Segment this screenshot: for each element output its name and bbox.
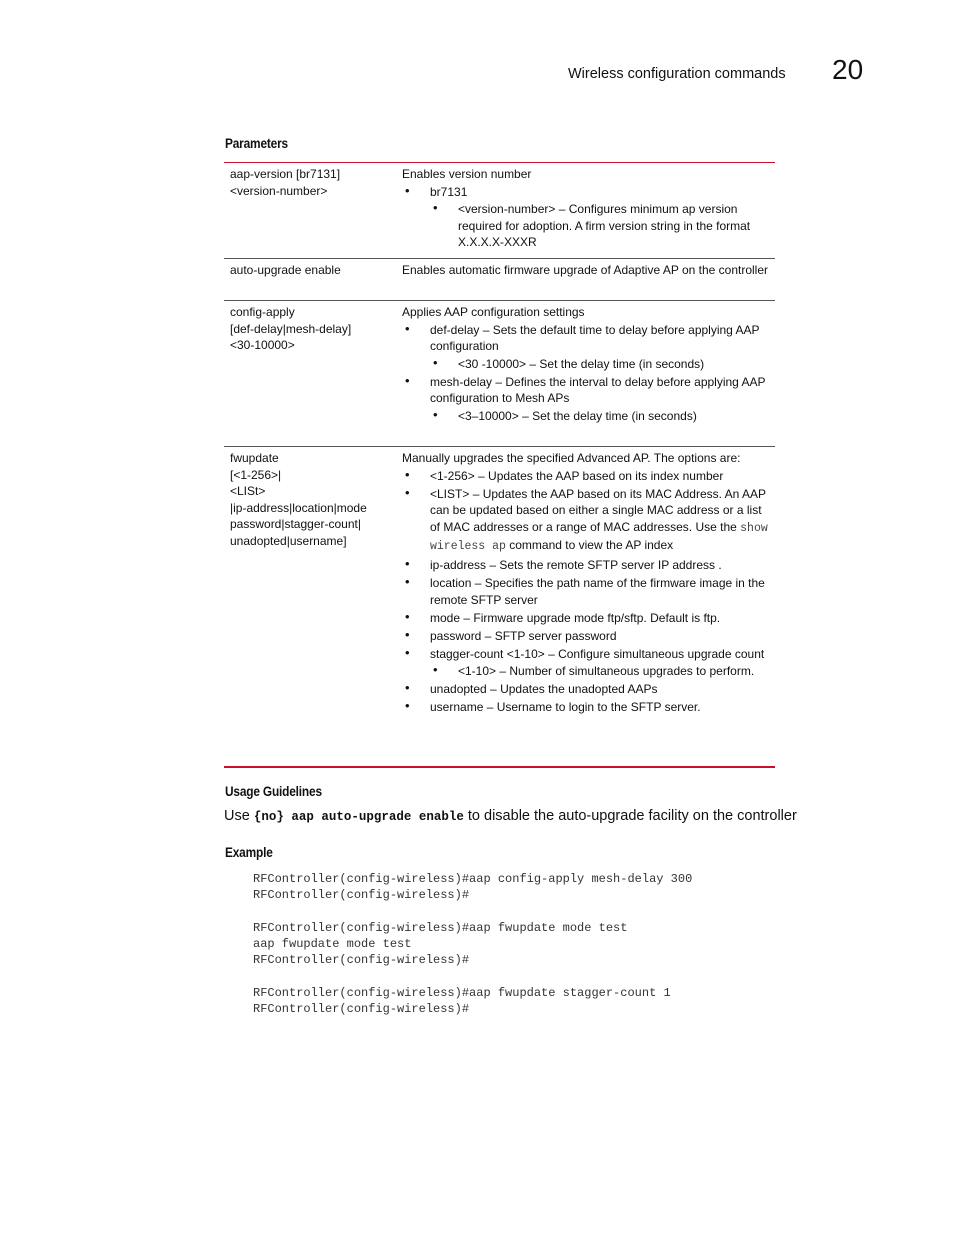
- sub-option-item: • <1-10> – Number of simultaneous upgrades to perform.: [430, 663, 769, 680]
- param-name: [224, 259, 396, 300]
- option-text: location – Specifies the path name of the firmware image in the remote SFTP server: [430, 576, 765, 607]
- option-text: mesh-delay – Defines the interval to delay before applying AAP configuration to Mesh APs: [430, 374, 766, 405]
- sub-option-list: [430, 408, 769, 425]
- parameters-heading: Parameters: [225, 136, 288, 151]
- option-item: [402, 322, 769, 373]
- option-item: [402, 557, 769, 574]
- param-name-line: password|stagger-count|: [230, 517, 361, 531]
- param-description: [396, 259, 775, 300]
- option-text: def-delay – Sets the default time to delay before applying AAP configuration: [430, 322, 760, 353]
- param-row: [224, 300, 775, 446]
- param-description-text: Manually upgrades the specified Advanced AP. The options are:: [402, 451, 741, 465]
- param-name-line: [def-delay|mesh-delay]: [230, 321, 352, 336]
- option-text: password – SFTP server password: [430, 628, 617, 643]
- chapter-number: 20: [832, 54, 864, 85]
- sub-option-list: [430, 356, 769, 373]
- param-description-text: Applies AAP configuration settings: [402, 305, 585, 319]
- option-text: ip-address – Sets the remote SFTP server IP address .: [430, 558, 722, 572]
- chapter-title: Wireless configuration commands: [568, 66, 786, 82]
- usage-prefix: Use: [224, 808, 254, 824]
- usage-heading: Usage Guidelines: [225, 784, 322, 799]
- param-name-line: aap-version [br7131]: [230, 167, 341, 181]
- param-name-line: config-apply: [230, 305, 295, 319]
- option-item: [402, 184, 769, 251]
- param-description-text: Enables automatic firmware upgrade of Adaptive AP on the controller: [402, 263, 768, 277]
- option-text: <1-256> – Updates the AAP based on its index number: [430, 468, 724, 483]
- option-text: stagger-count <1-10> – Configure simultaneous upgrade count: [430, 646, 765, 661]
- usage-suffix: to disable the auto-upgrade facility on the controller: [463, 808, 797, 824]
- option-text-after: command to view the AP index: [505, 538, 674, 552]
- option-item: [402, 575, 769, 608]
- param-row: [224, 446, 775, 766]
- option-item: [402, 699, 769, 716]
- param-name-line: [<1-256>|: [230, 467, 282, 482]
- parameters-table: [224, 162, 775, 768]
- param-description-text: Enables version number: [402, 167, 532, 181]
- option-item: [402, 486, 769, 556]
- option-text: username – Username to login to the SFTP server.: [430, 700, 701, 714]
- usage-command: {no} aap auto-upgrade enable: [253, 810, 464, 824]
- param-name-line: unadopted|username]: [230, 533, 347, 548]
- option-text: mode – Firmware upgrade mode ftp/sftp. Default is ftp.: [430, 610, 721, 625]
- param-name: [224, 447, 396, 766]
- option-item: [402, 646, 769, 680]
- option-item: [402, 374, 769, 425]
- option-text: unadopted – Updates the unadopted AAPs: [430, 682, 658, 696]
- option-inline-command: show wireless ap: [430, 521, 768, 553]
- param-name: [224, 301, 396, 446]
- example-heading: Example: [225, 845, 273, 860]
- usage-text: [224, 808, 797, 824]
- param-row: [224, 258, 775, 300]
- param-description: [396, 301, 775, 446]
- option-item: [402, 468, 769, 485]
- param-name-line: fwupdate: [230, 451, 279, 465]
- param-name: [224, 163, 396, 258]
- param-name-line: <version-number>: [230, 183, 328, 198]
- sub-option-item: • <3–10000> – Set the delay time (in seconds): [430, 408, 769, 425]
- param-description: [396, 447, 775, 766]
- sub-option-item: • <version-number> – Configures minimum ap version required for adoption. A firm version string in the format X.X.X.X-XXXR: [430, 201, 769, 251]
- example-code: RFController(config-wireless)#aap config-apply mesh-delay 300 RFController(config-wireless)# RFController(config-wireless)#aap fwupdate mode test aap fwupdate mode test RFController(config-wireless)# RFController(config-wireless)#aap fwupdate stagger-count 1 RFController(config-wireless)#: [253, 872, 693, 1017]
- param-name-line: <30-10000>: [230, 338, 295, 352]
- option-list: [402, 184, 769, 251]
- sub-option-list: [430, 201, 769, 251]
- option-item: [402, 681, 769, 698]
- option-text: br7131: [430, 184, 468, 199]
- param-name-line: auto-upgrade enable: [230, 263, 341, 277]
- sub-option-item: • <30 -10000> – Set the delay time (in seconds): [430, 356, 769, 373]
- param-row: [224, 163, 775, 258]
- option-item: [402, 610, 769, 627]
- option-list: [402, 322, 769, 425]
- sub-option-list: [430, 663, 769, 680]
- option-list: [402, 468, 769, 716]
- option-text: <LIST> – Updates the AAP based on its MAC Address. An AAP can be updated based on either a single MAC address or a list of MAC addresses or a range of MAC addresses. Use the: [430, 486, 766, 534]
- option-item: [402, 628, 769, 645]
- param-description: [396, 163, 775, 258]
- param-name-line: <LISt>: [230, 484, 266, 498]
- param-name-line: |ip-address|location|mode: [230, 500, 367, 515]
